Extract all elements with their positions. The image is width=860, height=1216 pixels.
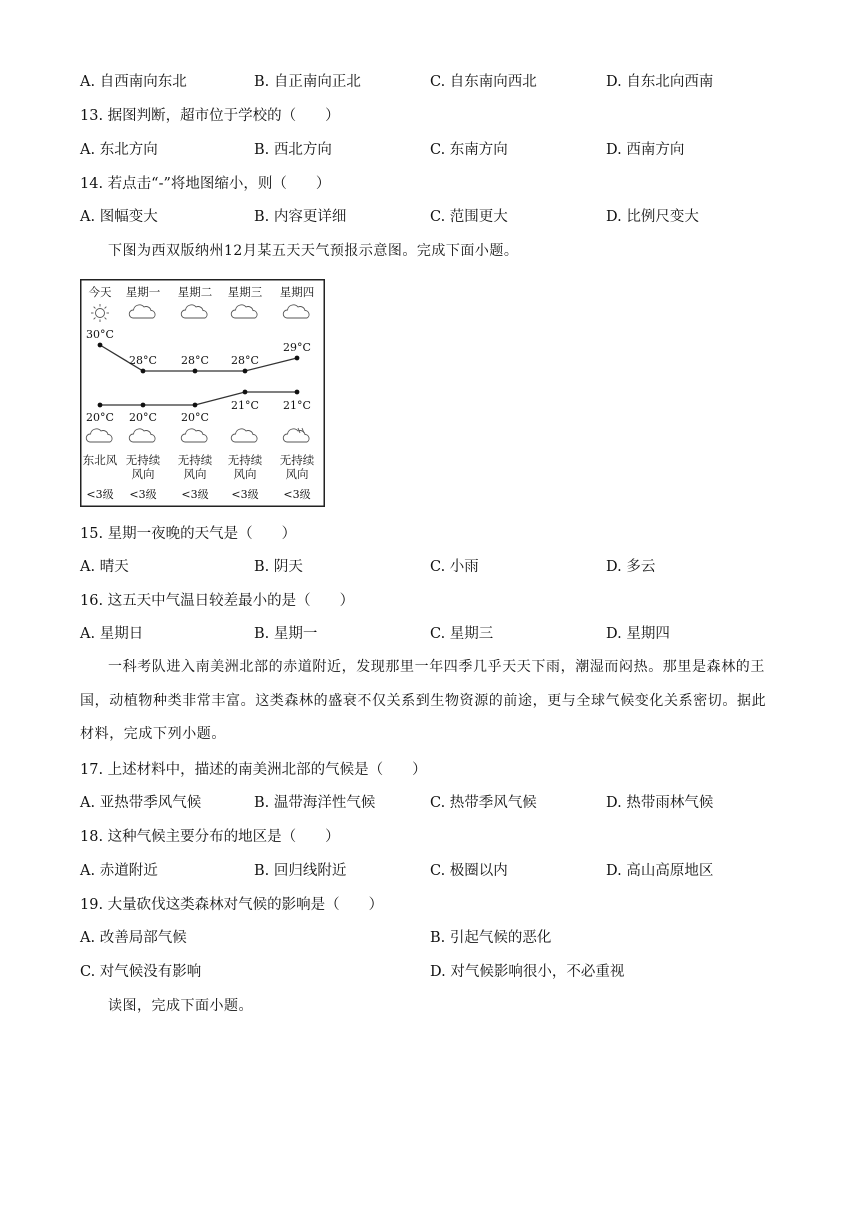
high-temp-label: 28°C bbox=[181, 354, 209, 367]
q19-option-c: C. 对气候没有影响 bbox=[80, 964, 202, 980]
q19-options-cd bbox=[0, 961, 860, 983]
q17-options bbox=[0, 792, 860, 814]
q12-option-d: D. 自东北向西南 bbox=[606, 74, 714, 90]
low-temp-label: 20°C bbox=[129, 411, 157, 424]
q17-option-d: D. 热带雨林气候 bbox=[606, 795, 714, 811]
q17-stem: 17. 上述材料中，描述的南美洲北部的气候是（ ） bbox=[80, 762, 427, 778]
high-temp-label: 28°C bbox=[231, 354, 259, 367]
low-temp-point bbox=[141, 403, 146, 408]
wind-level: <3级 bbox=[181, 488, 209, 501]
q19-option-b: B. 引起气候的恶化 bbox=[430, 930, 552, 946]
low-temp-label: 21°C bbox=[231, 399, 259, 412]
q17-option-a: A. 亚热带季风气候 bbox=[80, 795, 202, 811]
low-temp-label: 21°C bbox=[283, 399, 311, 412]
q13-stem-row bbox=[0, 105, 860, 127]
wind-direction: 无持续 bbox=[177, 453, 213, 467]
q13-option-a: A. 东北方向 bbox=[80, 142, 158, 158]
q12-option-b: B. 自正南向正北 bbox=[254, 74, 361, 90]
q19-stem-row bbox=[0, 894, 860, 916]
low-temp-point bbox=[193, 403, 198, 408]
q19-option-d: D. 对气候影响很小，不必重视 bbox=[430, 964, 625, 980]
q15-option-c: C. 小雨 bbox=[430, 559, 479, 575]
q13-stem: 13. 据图判断，超市位于学校的（ ） bbox=[80, 108, 340, 124]
q18-stem-row bbox=[0, 826, 860, 848]
q14-stem: 14. 若点击“-”将地图缩小，则（ ） bbox=[80, 176, 331, 192]
q17-stem-row bbox=[0, 759, 860, 781]
wind-direction-line2: 风向 bbox=[285, 467, 309, 481]
q13-option-c: C. 东南方向 bbox=[430, 142, 508, 158]
q15-option-a: A. 晴天 bbox=[80, 559, 129, 575]
q15-option-b: B. 阴天 bbox=[254, 559, 303, 575]
q19-stem: 19. 大量砍伐这类森林对气候的影响是（ ） bbox=[80, 897, 384, 913]
low-temp-point bbox=[243, 390, 248, 395]
q14-stem-row bbox=[0, 173, 860, 195]
wind-direction-line2: 风向 bbox=[233, 467, 257, 481]
low-temp-label: 20°C bbox=[86, 411, 114, 424]
wind-direction-line2: 风向 bbox=[131, 467, 155, 481]
wind-direction: 无持续 bbox=[227, 453, 263, 467]
q18-option-d: D. 高山高原地区 bbox=[606, 863, 714, 879]
q13-options bbox=[0, 139, 860, 161]
q14-option-b: B. 内容更详细 bbox=[254, 209, 347, 225]
q15-stem: 15. 星期一夜晚的天气是（ ） bbox=[80, 526, 297, 542]
material-paragraph: 一科考队进入南美洲北部的赤道附近，发现那里一年四季几乎天天下雨，潮湿而闷热。那里是森林的王国，动植物种类非常丰富。这类森林的盛衰不仅关系到生物资源的前途，更与全球气候变化关系密切。据此材料，完成下列小题。 bbox=[80, 659, 767, 742]
q16-option-d: D. 星期四 bbox=[606, 626, 670, 642]
wind-level: <3级 bbox=[86, 488, 114, 501]
high-temp-label: 28°C bbox=[129, 354, 157, 367]
low-temp-point bbox=[295, 390, 300, 395]
q19-options-ab bbox=[0, 927, 860, 949]
wind-direction: 无持续 bbox=[125, 453, 161, 467]
day-label: 星期一 bbox=[125, 285, 161, 299]
q12-option-c: C. 自东南向西北 bbox=[430, 74, 537, 90]
q18-stem: 18. 这种气候主要分布的地区是（ ） bbox=[80, 829, 340, 845]
weather-forecast-figure bbox=[80, 279, 325, 507]
wind-level: <3级 bbox=[129, 488, 157, 501]
day-label: 星期二 bbox=[177, 285, 213, 299]
low-temp-point bbox=[98, 403, 103, 408]
day-label: 星期三 bbox=[227, 285, 263, 299]
high-temp-label: 30°C bbox=[86, 328, 114, 341]
q16-options bbox=[0, 623, 860, 645]
q15-options bbox=[0, 556, 860, 578]
q15-option-d: D. 多云 bbox=[606, 559, 656, 575]
q16-stem-row bbox=[0, 590, 860, 612]
high-temp-point bbox=[193, 369, 198, 374]
q16-stem: 16. 这五天中气温日较差最小的是（ ） bbox=[80, 593, 355, 609]
wind-direction: 东北风 bbox=[82, 453, 118, 467]
q12-option-a: A. 自西南向东北 bbox=[80, 74, 187, 90]
intro-weather: 下图为西双版纳州12月某五天天气预报示意图。完成下面小题。 bbox=[108, 243, 519, 259]
q12-options bbox=[0, 71, 860, 93]
q16-option-b: B. 星期一 bbox=[254, 626, 318, 642]
q19-option-a: A. 改善局部气候 bbox=[80, 930, 187, 946]
day-label: 星期四 bbox=[279, 285, 315, 299]
wind-direction-line2: 风向 bbox=[183, 467, 207, 481]
high-temp-point bbox=[141, 369, 146, 374]
low-temp-label: 20°C bbox=[181, 411, 209, 424]
q16-option-c: C. 星期三 bbox=[430, 626, 494, 642]
wind-level: <3级 bbox=[283, 488, 311, 501]
q18-options bbox=[0, 860, 860, 882]
intro-read-map: 读图，完成下面小题。 bbox=[108, 998, 253, 1014]
q17-option-b: B. 温带海洋性气候 bbox=[254, 795, 376, 811]
high-temp-point bbox=[98, 343, 103, 348]
high-temp-point bbox=[243, 369, 248, 374]
q18-option-a: A. 赤道附近 bbox=[80, 863, 158, 879]
wind-level: <3级 bbox=[231, 488, 259, 501]
q14-options bbox=[0, 206, 860, 228]
q17-option-c: C. 热带季风气候 bbox=[430, 795, 537, 811]
q15-stem-row bbox=[0, 523, 860, 545]
wind-direction: 无持续 bbox=[279, 453, 315, 467]
q16-option-a: A. 星期日 bbox=[80, 626, 144, 642]
q18-option-c: C. 极圈以内 bbox=[430, 863, 508, 879]
q13-option-b: B. 西北方向 bbox=[254, 142, 332, 158]
q14-option-d: D. 比例尺变大 bbox=[606, 209, 699, 225]
high-temp-point bbox=[295, 356, 300, 361]
q14-option-c: C. 范围更大 bbox=[430, 209, 508, 225]
q13-option-d: D. 西南方向 bbox=[606, 142, 685, 158]
day-label: 今天 bbox=[88, 285, 112, 299]
q18-option-b: B. 回归线附近 bbox=[254, 863, 347, 879]
q14-option-a: A. 图幅变大 bbox=[80, 209, 158, 225]
high-temp-label: 29°C bbox=[283, 341, 311, 354]
